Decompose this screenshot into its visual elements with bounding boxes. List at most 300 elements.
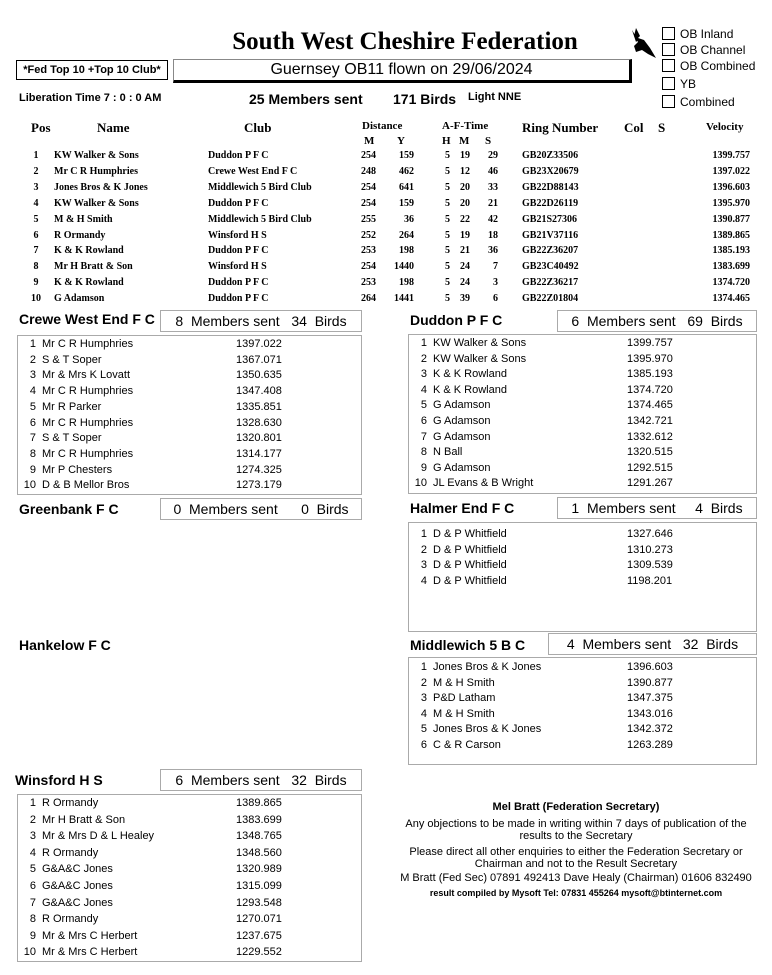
list-item bbox=[409, 575, 756, 591]
cell-m: 264 bbox=[361, 293, 376, 305]
compiled-by: result compiled by Mysoft Tel: 07831 455264 mysoft@btinternet.com bbox=[429, 888, 723, 898]
list-item bbox=[18, 385, 361, 401]
option-ob-combined[interactable]: OB Combined bbox=[662, 58, 755, 73]
cell-m: 255 bbox=[361, 213, 376, 225]
secretary-heading: Mel Bratt (Federation Secretary) bbox=[492, 801, 660, 813]
club-cell-vel: 1397.022 bbox=[236, 338, 282, 350]
cell-pos: 6 bbox=[33, 229, 39, 241]
cell-pos: 3 bbox=[33, 181, 39, 193]
list-item bbox=[18, 479, 361, 495]
club-cell-vel: 1399.757 bbox=[627, 337, 673, 349]
list-item bbox=[409, 399, 756, 415]
cell-m: 253 bbox=[361, 277, 376, 289]
cell-ring: GB21S27306 bbox=[522, 213, 578, 225]
club-stat-duddon: 6 Members sent 69 Birds bbox=[557, 310, 757, 332]
cell-s: 33 bbox=[488, 181, 498, 193]
list-item bbox=[409, 431, 756, 447]
club-cell-name: G Adamson bbox=[433, 430, 491, 443]
club-cell-n: 3 bbox=[29, 369, 36, 382]
table-row bbox=[0, 214, 772, 230]
club-cell-vel: 1320.515 bbox=[627, 446, 673, 459]
list-item bbox=[18, 369, 361, 385]
cell-s: 6 bbox=[493, 293, 498, 305]
club-cell-n: 9 bbox=[29, 463, 36, 476]
cell-mi: 12 bbox=[460, 165, 470, 177]
cell-vel: 1397.022 bbox=[712, 165, 750, 177]
cell-club: Duddon P F C bbox=[208, 245, 269, 257]
club-cell-n: 9 bbox=[29, 929, 36, 942]
club-stat-halmer: 1 Members sent 4 Birds bbox=[557, 497, 757, 519]
club-cell-name: D & P Whitfield bbox=[433, 559, 507, 572]
cell-h: 5 bbox=[445, 213, 450, 225]
cell-h: 5 bbox=[445, 181, 450, 193]
club-cell-vel: 1347.375 bbox=[627, 692, 673, 705]
cell-ring: GB23C40492 bbox=[522, 261, 579, 273]
list-item bbox=[18, 946, 361, 962]
col-velocity-header: Velocity bbox=[706, 121, 744, 133]
cell-y: 36 bbox=[404, 213, 414, 225]
club-cell-n: 8 bbox=[29, 913, 36, 926]
club-cell-name: Mr C R Humphries bbox=[42, 338, 134, 350]
club-cell-vel: 1367.071 bbox=[236, 353, 282, 366]
cell-s: 21 bbox=[488, 197, 498, 209]
club-name-halmer: Halmer End F C bbox=[410, 500, 515, 516]
federation-title: South West Cheshire Federation bbox=[232, 28, 578, 55]
cell-ring: GB23X20679 bbox=[522, 165, 579, 177]
club-results-halmer bbox=[408, 522, 757, 632]
club-cell-name: R Ormandy bbox=[42, 797, 99, 809]
cell-vel: 1390.877 bbox=[712, 213, 750, 225]
secretary-line-1: Any objections to be made in writing within 7 days of publication of the bbox=[405, 818, 747, 830]
club-cell-vel: 1229.552 bbox=[236, 946, 282, 959]
club-cell-vel: 1273.179 bbox=[236, 479, 282, 492]
cell-name: R Ormandy bbox=[54, 229, 106, 241]
club-results-winsford bbox=[17, 794, 362, 962]
cell-pos: 7 bbox=[33, 245, 39, 257]
club-cell-n: 3 bbox=[420, 692, 427, 705]
cell-mi: 20 bbox=[460, 181, 470, 193]
list-item bbox=[409, 723, 756, 739]
list-item bbox=[18, 863, 361, 879]
club-cell-name: Mr & Mrs K Lovatt bbox=[42, 369, 131, 382]
cell-m: 248 bbox=[361, 165, 376, 177]
list-item bbox=[18, 880, 361, 896]
col-hours-header: H bbox=[442, 135, 451, 147]
club-cell-name: Mr C R Humphries bbox=[42, 385, 134, 398]
club-cell-name: D & B Mellor Bros bbox=[42, 479, 130, 492]
club-cell-name: Mr H Bratt & Son bbox=[42, 813, 126, 826]
top10-badge: *Fed Top 10 +Top 10 Club* bbox=[16, 60, 168, 80]
cell-club: Winsford H S bbox=[208, 261, 267, 273]
secretary-contacts: M Bratt (Fed Sec) 07891 492413 Dave Healy (Chairman) 01606 832490 bbox=[400, 872, 752, 884]
col-yards-header: Y bbox=[397, 135, 405, 147]
list-item bbox=[409, 384, 756, 400]
option-ob-inland[interactable]: OB Inland bbox=[662, 26, 733, 41]
club-cell-name: S & T Soper bbox=[42, 353, 102, 366]
club-cell-n: 2 bbox=[420, 543, 427, 556]
club-cell-n: 1 bbox=[420, 528, 427, 540]
list-item bbox=[18, 797, 361, 813]
club-cell-n: 6 bbox=[420, 415, 427, 427]
club-cell-n: 5 bbox=[420, 399, 427, 412]
table-row bbox=[0, 166, 772, 182]
list-item bbox=[18, 401, 361, 417]
cell-m: 254 bbox=[361, 197, 376, 209]
list-item bbox=[409, 677, 756, 693]
cell-mi: 24 bbox=[460, 261, 470, 273]
club-cell-vel: 1374.465 bbox=[627, 399, 673, 412]
club-cell-name: Mr R Parker bbox=[42, 400, 102, 413]
table-row bbox=[0, 261, 772, 277]
club-cell-name: P&D Latham bbox=[433, 692, 496, 705]
club-results-middlewich bbox=[408, 657, 757, 765]
cell-club: Middlewich 5 Bird Club bbox=[208, 213, 312, 225]
col-name-header: Name bbox=[97, 120, 130, 135]
list-item bbox=[18, 847, 361, 863]
club-cell-vel: 1198.201 bbox=[627, 574, 673, 587]
cell-h: 5 bbox=[445, 165, 450, 177]
cell-s: 3 bbox=[493, 277, 498, 289]
cell-y: 1441 bbox=[394, 293, 414, 305]
col-miles-header: M bbox=[364, 135, 375, 147]
club-cell-n: 3 bbox=[420, 559, 427, 572]
cell-pos: 1 bbox=[33, 150, 39, 161]
club-cell-name: D & P Whitfield bbox=[433, 528, 507, 540]
club-cell-n: 7 bbox=[420, 430, 427, 443]
club-cell-name: S & T Soper bbox=[42, 432, 102, 445]
club-stat-middlewich: 4 Members sent 32 Birds bbox=[548, 633, 757, 655]
club-cell-n: 8 bbox=[29, 447, 36, 460]
list-item bbox=[409, 415, 756, 431]
club-cell-n: 4 bbox=[420, 707, 427, 720]
list-item bbox=[18, 354, 361, 370]
cell-club: Middlewich 5 Bird Club bbox=[208, 181, 312, 193]
cell-club: Duddon P F C bbox=[208, 150, 269, 161]
cell-pos: 2 bbox=[33, 165, 39, 177]
club-cell-n: 4 bbox=[29, 846, 36, 859]
cell-y: 264 bbox=[399, 229, 414, 241]
secretary-line-3: Please direct all other enquiries to either the Federation Secretary or bbox=[409, 846, 743, 858]
checkbox-icon[interactable] bbox=[662, 95, 675, 108]
club-cell-name: M & H Smith bbox=[433, 707, 495, 720]
list-item bbox=[409, 353, 756, 369]
club-cell-n: 5 bbox=[29, 863, 36, 876]
club-cell-n: 7 bbox=[29, 432, 36, 445]
club-stat-greenbank: 0 Members sent 0 Birds bbox=[160, 498, 362, 520]
club-cell-vel: 1374.720 bbox=[627, 383, 673, 396]
cell-club: Duddon P F C bbox=[208, 293, 269, 305]
club-cell-vel: 1335.851 bbox=[236, 400, 282, 413]
cell-ring: GB20Z33506 bbox=[522, 150, 579, 161]
cell-vel: 1395.970 bbox=[712, 197, 750, 209]
club-name-winsford: Winsford H S bbox=[15, 772, 103, 788]
club-cell-name: R Ormandy bbox=[42, 913, 99, 926]
option-combined[interactable]: Combined bbox=[662, 94, 735, 109]
cell-mi: 21 bbox=[460, 245, 470, 257]
list-item bbox=[18, 338, 361, 354]
club-name-duddon: Duddon P F C bbox=[410, 312, 503, 328]
club-cell-n: 3 bbox=[420, 368, 427, 381]
club-cell-vel: 1270.071 bbox=[236, 913, 282, 926]
list-item bbox=[18, 913, 361, 929]
club-results-duddon bbox=[408, 334, 757, 494]
cell-name: Mr C R Humphries bbox=[54, 165, 138, 177]
cell-m: 253 bbox=[361, 245, 376, 257]
table-row bbox=[0, 150, 772, 166]
list-item bbox=[18, 930, 361, 946]
cell-vel: 1383.699 bbox=[712, 261, 750, 273]
club-cell-vel: 1395.970 bbox=[627, 352, 673, 365]
secretary-line-2: results to the Secretary bbox=[519, 830, 633, 842]
club-cell-n: 2 bbox=[420, 676, 427, 689]
cell-pos: 4 bbox=[33, 197, 39, 209]
cell-pos: 8 bbox=[33, 261, 39, 273]
club-cell-n: 2 bbox=[29, 813, 36, 826]
cell-y: 198 bbox=[399, 245, 414, 257]
table-row bbox=[0, 277, 772, 293]
club-cell-name: JL Evans & B Wright bbox=[433, 477, 534, 490]
cell-s: 36 bbox=[488, 245, 498, 257]
club-cell-n: 1 bbox=[420, 337, 427, 349]
cell-club: Winsford H S bbox=[208, 229, 267, 241]
table-row bbox=[0, 245, 772, 261]
club-cell-vel: 1350.635 bbox=[236, 369, 282, 382]
cell-vel: 1399.757 bbox=[712, 150, 750, 161]
club-cell-name: Jones Bros & K Jones bbox=[433, 723, 542, 736]
club-cell-n: 4 bbox=[420, 383, 427, 396]
list-item bbox=[18, 432, 361, 448]
cell-mi: 24 bbox=[460, 277, 470, 289]
club-cell-name: K & K Rowland bbox=[433, 383, 507, 396]
cell-mi: 19 bbox=[460, 150, 470, 161]
cell-name: M & H Smith bbox=[54, 213, 113, 225]
cell-h: 5 bbox=[445, 229, 450, 241]
cell-vel: 1385.193 bbox=[712, 245, 750, 257]
cell-h: 5 bbox=[445, 245, 450, 257]
club-cell-name: Mr & Mrs C Herbert bbox=[42, 946, 138, 959]
cell-m: 254 bbox=[361, 150, 376, 161]
cell-y: 159 bbox=[399, 150, 414, 161]
cell-ring: GB22D26119 bbox=[522, 197, 579, 209]
list-item bbox=[18, 417, 361, 433]
club-cell-n: 3 bbox=[29, 830, 36, 843]
list-item bbox=[409, 661, 756, 677]
club-cell-n: 1 bbox=[420, 661, 427, 673]
cell-ring: GB21V37116 bbox=[522, 229, 579, 241]
cell-s: 29 bbox=[488, 150, 498, 161]
cell-m: 254 bbox=[361, 261, 376, 273]
club-cell-vel: 1332.612 bbox=[627, 430, 673, 443]
cell-ring: GB22D88143 bbox=[522, 181, 579, 193]
cell-h: 5 bbox=[445, 277, 450, 289]
col-sex-header: S bbox=[658, 120, 666, 135]
club-cell-n: 10 bbox=[23, 479, 36, 492]
cell-name: K & K Rowland bbox=[54, 277, 124, 289]
col-aftime-header: A-F-Time bbox=[442, 120, 489, 132]
club-cell-n: 10 bbox=[414, 477, 427, 490]
cell-mi: 22 bbox=[460, 213, 470, 225]
checkbox-icon[interactable] bbox=[662, 77, 675, 90]
checkbox-icon[interactable] bbox=[662, 43, 675, 56]
club-results-crewe bbox=[17, 335, 362, 495]
club-cell-vel: 1383.699 bbox=[236, 813, 282, 826]
fed-results-table bbox=[0, 150, 772, 310]
club-cell-vel: 1347.408 bbox=[236, 385, 282, 398]
club-cell-vel: 1320.989 bbox=[236, 863, 282, 876]
cell-y: 159 bbox=[399, 197, 414, 209]
birds-sent: 171 Birds bbox=[393, 91, 457, 107]
col-seconds-header: S bbox=[485, 135, 492, 147]
cell-h: 5 bbox=[445, 261, 450, 273]
table-row bbox=[0, 293, 772, 309]
club-cell-name: Mr P Chesters bbox=[42, 463, 113, 476]
club-cell-name: KW Walker & Sons bbox=[433, 337, 527, 349]
cell-m: 254 bbox=[361, 181, 376, 193]
cell-name: KW Walker & Sons bbox=[54, 150, 139, 161]
list-item bbox=[18, 448, 361, 464]
club-cell-vel: 1310.273 bbox=[627, 543, 673, 556]
cell-h: 5 bbox=[445, 150, 450, 161]
list-item bbox=[409, 739, 756, 755]
list-item bbox=[18, 897, 361, 913]
club-cell-n: 10 bbox=[23, 946, 36, 959]
cell-club: Duddon P F C bbox=[208, 197, 269, 209]
club-cell-n: 7 bbox=[29, 896, 36, 909]
cell-club: Duddon P F C bbox=[208, 277, 269, 289]
cell-y: 641 bbox=[399, 181, 414, 193]
club-cell-name: Mr C R Humphries bbox=[42, 416, 134, 429]
club-cell-n: 8 bbox=[420, 446, 427, 459]
club-cell-vel: 1396.603 bbox=[627, 661, 673, 673]
cell-s: 46 bbox=[488, 165, 498, 177]
cell-vel: 1389.865 bbox=[712, 229, 750, 241]
col-colour-header: Col bbox=[624, 120, 644, 135]
col-distance-header: Distance bbox=[362, 120, 403, 132]
club-cell-name: D & P Whitfield bbox=[433, 574, 507, 587]
club-cell-n: 9 bbox=[420, 461, 427, 474]
wind-conditions: Light NNE bbox=[468, 91, 522, 103]
club-cell-vel: 1315.099 bbox=[236, 880, 282, 892]
club-cell-vel: 1292.515 bbox=[627, 461, 673, 474]
cell-pos: 5 bbox=[33, 213, 39, 225]
cell-ring: GB22Z01804 bbox=[522, 293, 579, 305]
club-cell-n: 5 bbox=[420, 723, 427, 736]
club-cell-vel: 1263.289 bbox=[627, 739, 673, 751]
club-cell-name: Jones Bros & K Jones bbox=[433, 661, 542, 673]
club-cell-name: Mr & Mrs C Herbert bbox=[42, 929, 138, 942]
club-cell-vel: 1274.325 bbox=[236, 463, 282, 476]
club-cell-n: 1 bbox=[29, 338, 36, 350]
col-pos-header: Pos bbox=[31, 120, 51, 135]
table-row bbox=[0, 198, 772, 214]
club-cell-name: Mr C R Humphries bbox=[42, 447, 134, 460]
option-yb[interactable]: YB bbox=[662, 76, 696, 91]
table-row bbox=[0, 230, 772, 246]
club-stat-winsford: 6 Members sent 32 Birds bbox=[160, 769, 362, 791]
club-cell-name: G Adamson bbox=[433, 461, 491, 474]
club-cell-vel: 1343.016 bbox=[627, 707, 673, 720]
list-item bbox=[409, 708, 756, 724]
cell-mi: 19 bbox=[460, 229, 470, 241]
option-ob-channel[interactable]: OB Channel bbox=[662, 42, 745, 57]
club-cell-name: KW Walker & Sons bbox=[433, 352, 527, 365]
cell-pos: 9 bbox=[33, 277, 39, 289]
cell-ring: GB22Z36217 bbox=[522, 277, 579, 289]
list-item bbox=[18, 464, 361, 480]
club-cell-name: K & K Rowland bbox=[433, 368, 507, 381]
club-cell-vel: 1389.865 bbox=[236, 797, 282, 809]
club-cell-name: G&A&C Jones bbox=[42, 880, 113, 892]
club-name-crewe: Crewe West End F C bbox=[19, 311, 155, 327]
club-stat-crewe: 8 Members sent 34 Birds bbox=[160, 310, 362, 332]
club-cell-vel: 1328.630 bbox=[236, 416, 282, 429]
list-item bbox=[18, 830, 361, 846]
col-ring-header: Ring Number bbox=[522, 120, 599, 135]
table-row bbox=[0, 182, 772, 198]
club-cell-name: G&A&C Jones bbox=[42, 863, 113, 876]
list-item bbox=[409, 544, 756, 560]
club-cell-name: C & R Carson bbox=[433, 739, 501, 751]
club-cell-name: G&A&C Jones bbox=[42, 896, 113, 909]
club-name-middlewich: Middlewich 5 B C bbox=[410, 637, 526, 653]
checkbox-icon[interactable] bbox=[662, 59, 675, 72]
club-cell-n: 2 bbox=[420, 352, 427, 365]
club-cell-name: D & P Whitfield bbox=[433, 543, 507, 556]
list-item bbox=[409, 446, 756, 462]
list-item bbox=[18, 814, 361, 830]
club-cell-vel: 1385.193 bbox=[627, 368, 673, 381]
club-cell-vel: 1237.675 bbox=[236, 929, 282, 942]
cell-y: 1440 bbox=[394, 261, 414, 273]
club-cell-n: 4 bbox=[420, 574, 427, 587]
cell-s: 18 bbox=[488, 229, 498, 241]
col-minutes-header: M bbox=[459, 135, 470, 147]
club-cell-vel: 1342.721 bbox=[627, 415, 673, 427]
club-cell-n: 5 bbox=[29, 400, 36, 413]
list-item bbox=[409, 692, 756, 708]
club-cell-name: G Adamson bbox=[433, 399, 491, 412]
club-cell-n: 1 bbox=[29, 797, 36, 809]
cell-mi: 20 bbox=[460, 197, 470, 209]
cell-vel: 1374.720 bbox=[712, 277, 750, 289]
cell-mi: 39 bbox=[460, 293, 470, 305]
club-name-greenbank: Greenbank F C bbox=[19, 501, 119, 517]
club-cell-n: 2 bbox=[29, 353, 36, 366]
list-item bbox=[409, 368, 756, 384]
members-sent: 25 Members sent bbox=[249, 91, 363, 107]
cell-h: 5 bbox=[445, 197, 450, 209]
cell-name: K & K Rowland bbox=[54, 245, 124, 257]
checkbox-icon[interactable] bbox=[662, 27, 675, 40]
list-item bbox=[409, 477, 756, 493]
cell-s: 7 bbox=[493, 261, 498, 273]
club-cell-vel: 1309.539 bbox=[627, 559, 673, 572]
cell-vel: 1374.465 bbox=[712, 293, 750, 305]
club-cell-vel: 1348.765 bbox=[236, 830, 282, 843]
cell-name: Mr H Bratt & Son bbox=[54, 261, 133, 273]
club-cell-vel: 1320.801 bbox=[236, 432, 282, 445]
club-name-hankelow: Hankelow F C bbox=[19, 637, 111, 653]
cell-club: Crewe West End F C bbox=[208, 165, 298, 177]
cell-name: Jones Bros & K Jones bbox=[54, 181, 148, 193]
cell-name: G Adamson bbox=[54, 293, 105, 305]
list-item bbox=[409, 337, 756, 353]
club-cell-vel: 1342.372 bbox=[627, 723, 673, 736]
club-cell-name: M & H Smith bbox=[433, 676, 495, 689]
club-cell-n: 6 bbox=[29, 880, 36, 892]
club-cell-n: 6 bbox=[420, 739, 427, 751]
cell-ring: GB22Z36207 bbox=[522, 245, 579, 257]
